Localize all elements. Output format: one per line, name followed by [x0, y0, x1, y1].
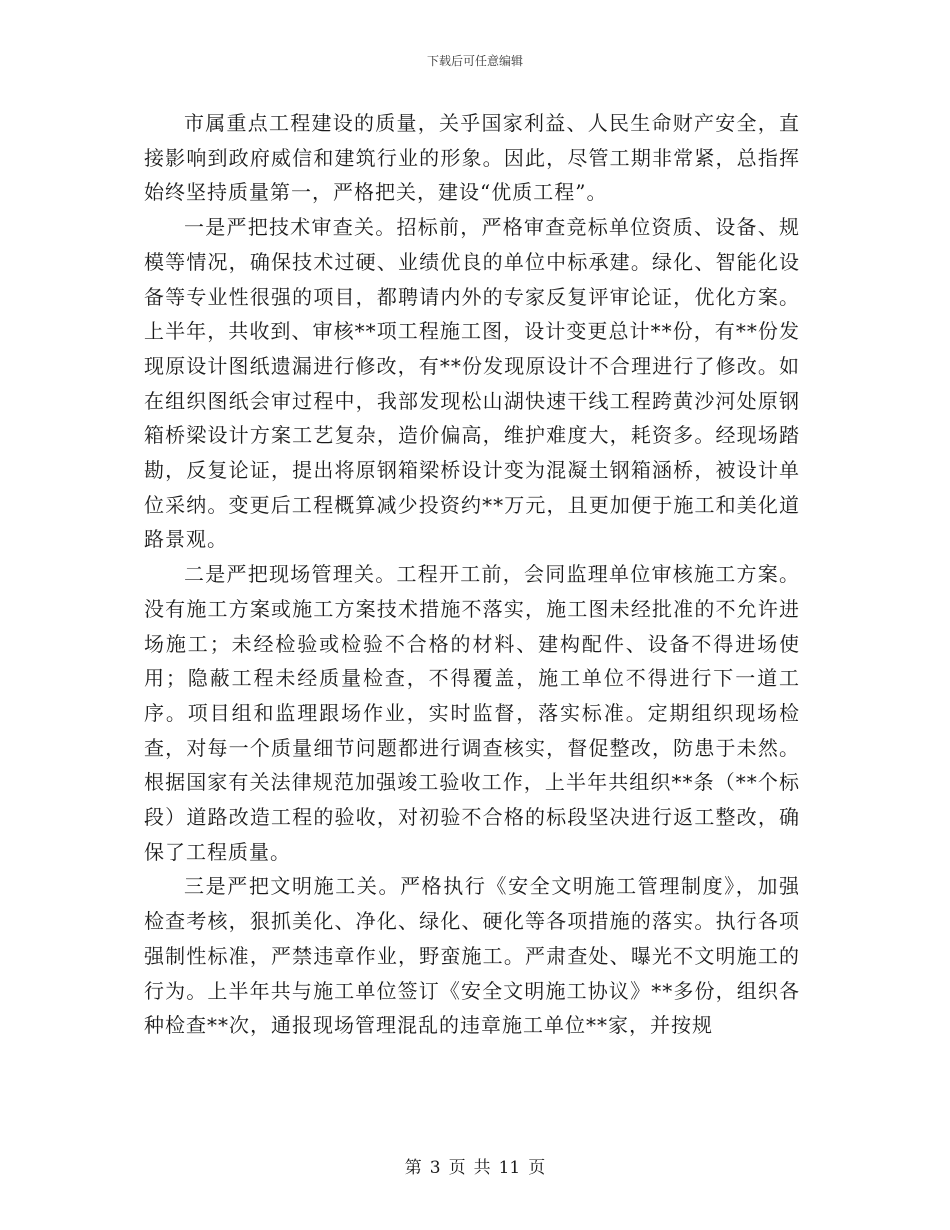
footer-page-number: 3 [429, 1158, 441, 1178]
paragraph-civilized-construction: 三是严把文明施工关。严格执行《安全文明施工管理制度》，加强检查考核，狠抓美化、净化、绿化、硬化等各项措施的落实。执行各项强制性标准，严禁违章作业，野蛮施工。严肃查处、曝光不文明施工的行为。上半年共与施工单位签订《安全文明施工协议》**多份，组织各种检查**次，通报现场管理混乱的违章施工单位**家，并按规 [144, 874, 800, 1038]
paragraph-site-management: 二是严把现场管理关。工程开工前，会同监理单位审核施工方案。没有施工方案或施工方案技术措施不落实，施工图未经批准的不允许进场施工；未经检验或检验不合格的材料、建构配件、设备不得进场使用；隐蔽工程未经质量检查，不得覆盖，施工单位不得进行下一道工序。项目组和监理跟场作业，实时监督，落实标准。定期组织现场检查，对每一个质量细节问题都进行调查核实，督促整改，防患于未然。根据国家有关法律规范加强竣工验收工作，上半年共组织**条（**个标段）道路改造工程的验收，对初验不合格的标段坚决进行返工整改，确保了工程质量。 [144, 562, 800, 864]
footer-total-label: 共 [473, 1158, 491, 1178]
footer-total-unit: 页 [528, 1158, 546, 1178]
document-body [144, 106, 800, 1043]
footer-total-pages: 11 [498, 1158, 521, 1178]
paragraph-quality-intro: 市属重点工程建设的质量，关乎国家利益、人民生命财产安全，直接影响到政府威信和建筑行业的形象。因此，尽管工期非常紧，总指挥始终坚持质量第一，严格把关，建设“优质工程”。 [144, 111, 800, 205]
page-header-note: 下载后可任意编辑 [426, 54, 523, 68]
footer-page-label: 第 [404, 1158, 422, 1178]
footer-page-unit: 页 [448, 1158, 466, 1178]
page-footer [0, 1153, 950, 1178]
paragraph-technical-review: 一是严把技术审查关。招标前，严格审查竞标单位资质、设备、规模等情况，确保技术过硬、业绩优良的单位中标承建。绿化、智能化设备等专业性很强的项目，都聘请内外的专家反复评审论证，优化方案。上半年，共收到、审核**项工程施工图，设计变更总计**份，有**份发现原设计图纸遗漏进行修改，有**份发现原设计不合理进行了修改。如在组织图纸会审过程中，我部发现松山湖快速干线工程跨黄沙河处原钢箱桥梁设计方案工艺复杂，造价偏高，维护难度大，耗资多。经现场踏勘，反复论证，提出将原钢箱梁桥设计变为混凝土钢箱涵桥，被设计单位采纳。变更后工程概算减少投资约**万元，且更加便于施工和美化道路景观。 [144, 215, 800, 552]
